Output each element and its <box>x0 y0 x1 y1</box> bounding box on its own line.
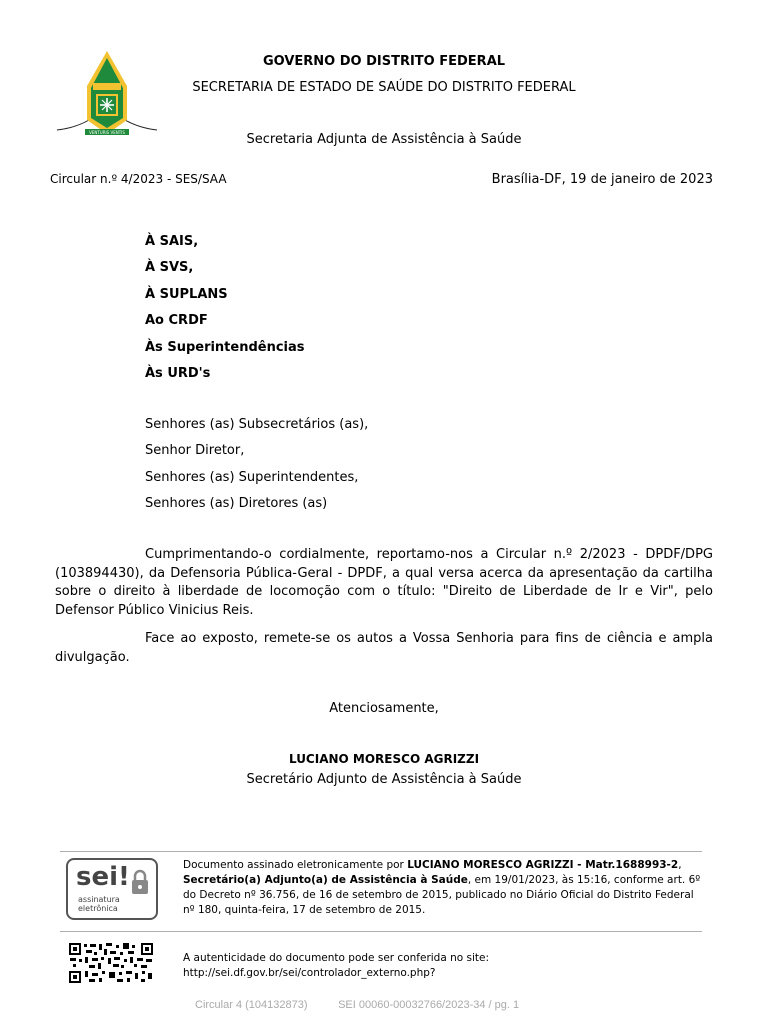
sub-secretariat-title: Secretaria Adjunta de Assistência à Saúde <box>246 132 522 147</box>
footer-sei-ref: SEI 00060-00032766/2023-34 / pg. 1 <box>338 999 520 1011</box>
footer-doc-ref: Circular 4 (104132873) <box>195 999 308 1011</box>
sei-logo-subtitle <box>78 895 120 913</box>
verification-line: A autenticidade do documento pode ser conferida no site: <box>183 952 490 964</box>
recipient-item: Às Superintendências <box>145 339 305 355</box>
secretariat-title: SECRETARIA DE ESTADO DE SAÚDE DO DISTRITO FEDERAL <box>192 80 576 95</box>
salutation-item: Senhores (as) Superintendentes, <box>145 469 359 485</box>
salutation-item: Senhor Diretor, <box>145 443 245 459</box>
body-paragraph-2-text: Face ao exposto, remete-se os autos a Vossa Senhoria para fins de ciência e ampla divulgação. <box>55 631 713 665</box>
sei-logo-subtitle-1: assinatura <box>78 895 120 904</box>
sig-text-suffix: , em 19/01/2023, às 15:16, conforme art. 6º do Decreto nº 36.756, de 16 de setembro de 2015, publicado no Diário Oficial do Distrito Federal nº 180, quinta-feira, 17 de setembro de 2015. <box>183 874 701 916</box>
recipient-item: Às URD's <box>145 365 211 381</box>
sei-logo-text: sei! <box>76 862 130 892</box>
salutations-list <box>145 416 368 521</box>
sei-logo-subtitle-2: eletrônica <box>78 904 118 913</box>
circular-number: Circular n.º 4/2023 - SES/SAA <box>50 172 227 186</box>
government-title: GOVERNO DO DISTRITO FEDERAL <box>262 54 506 69</box>
divider <box>60 851 702 852</box>
place-date: Brasília-DF, 19 de janeiro de 2023 <box>491 172 713 187</box>
recipients-list <box>145 233 305 391</box>
crest-motto: VENTURIS VENTIS <box>89 130 125 135</box>
verification-text <box>183 951 703 981</box>
sig-signer: LUCIANO MORESCO AGRIZZI - Matr.1688993-2 <box>407 859 679 871</box>
sig-text-prefix: Documento assinado eletronicamente por <box>183 859 408 871</box>
page-footer <box>195 999 519 1011</box>
body-paragraph-2 <box>55 630 713 667</box>
signer-name: LUCIANO MORESCO AGRIZZI <box>288 752 480 766</box>
sig-comma: , <box>678 859 682 871</box>
body-paragraph-1 <box>55 546 713 620</box>
sig-role: Secretário(a) Adjunto(a) de Assistência à Saúde <box>183 874 468 886</box>
body-paragraph-1-text: Cumprimentando-o cordialmente, reportamo-nos a Circular n.º 2/2023 - DPDF/DPG (103894430), da Defensoria Pública-Geral - DPDF, a qual versa acerca da apresentação da cartilha sobre o direito à liberdade de locomoção com o título: "Direito de Liberdade de Ir e Vir", pelo Defensor Público Vinicius Reis. <box>55 547 713 618</box>
verification-url[interactable]: http://sei.df.gov.br/sei/controlador_externo.php? <box>183 967 436 979</box>
recipient-item: À SAIS, <box>145 234 199 249</box>
closing-greeting: Atenciosamente, <box>329 701 439 716</box>
salutation-item: Senhores (as) Subsecretários (as), <box>145 417 369 432</box>
recipient-item: Ao CRDF <box>145 313 208 329</box>
sei-signature-logo <box>66 858 158 920</box>
electronic-signature-text <box>183 858 703 918</box>
qr-code <box>68 942 154 984</box>
salutation-item: Senhores (as) Diretores (as) <box>145 495 328 511</box>
divider <box>60 931 702 932</box>
recipient-item: À SUPLANS <box>145 286 228 302</box>
recipient-item: À SVS, <box>145 260 194 276</box>
signer-role: Secretário Adjunto de Assistência à Saúde <box>246 772 522 787</box>
